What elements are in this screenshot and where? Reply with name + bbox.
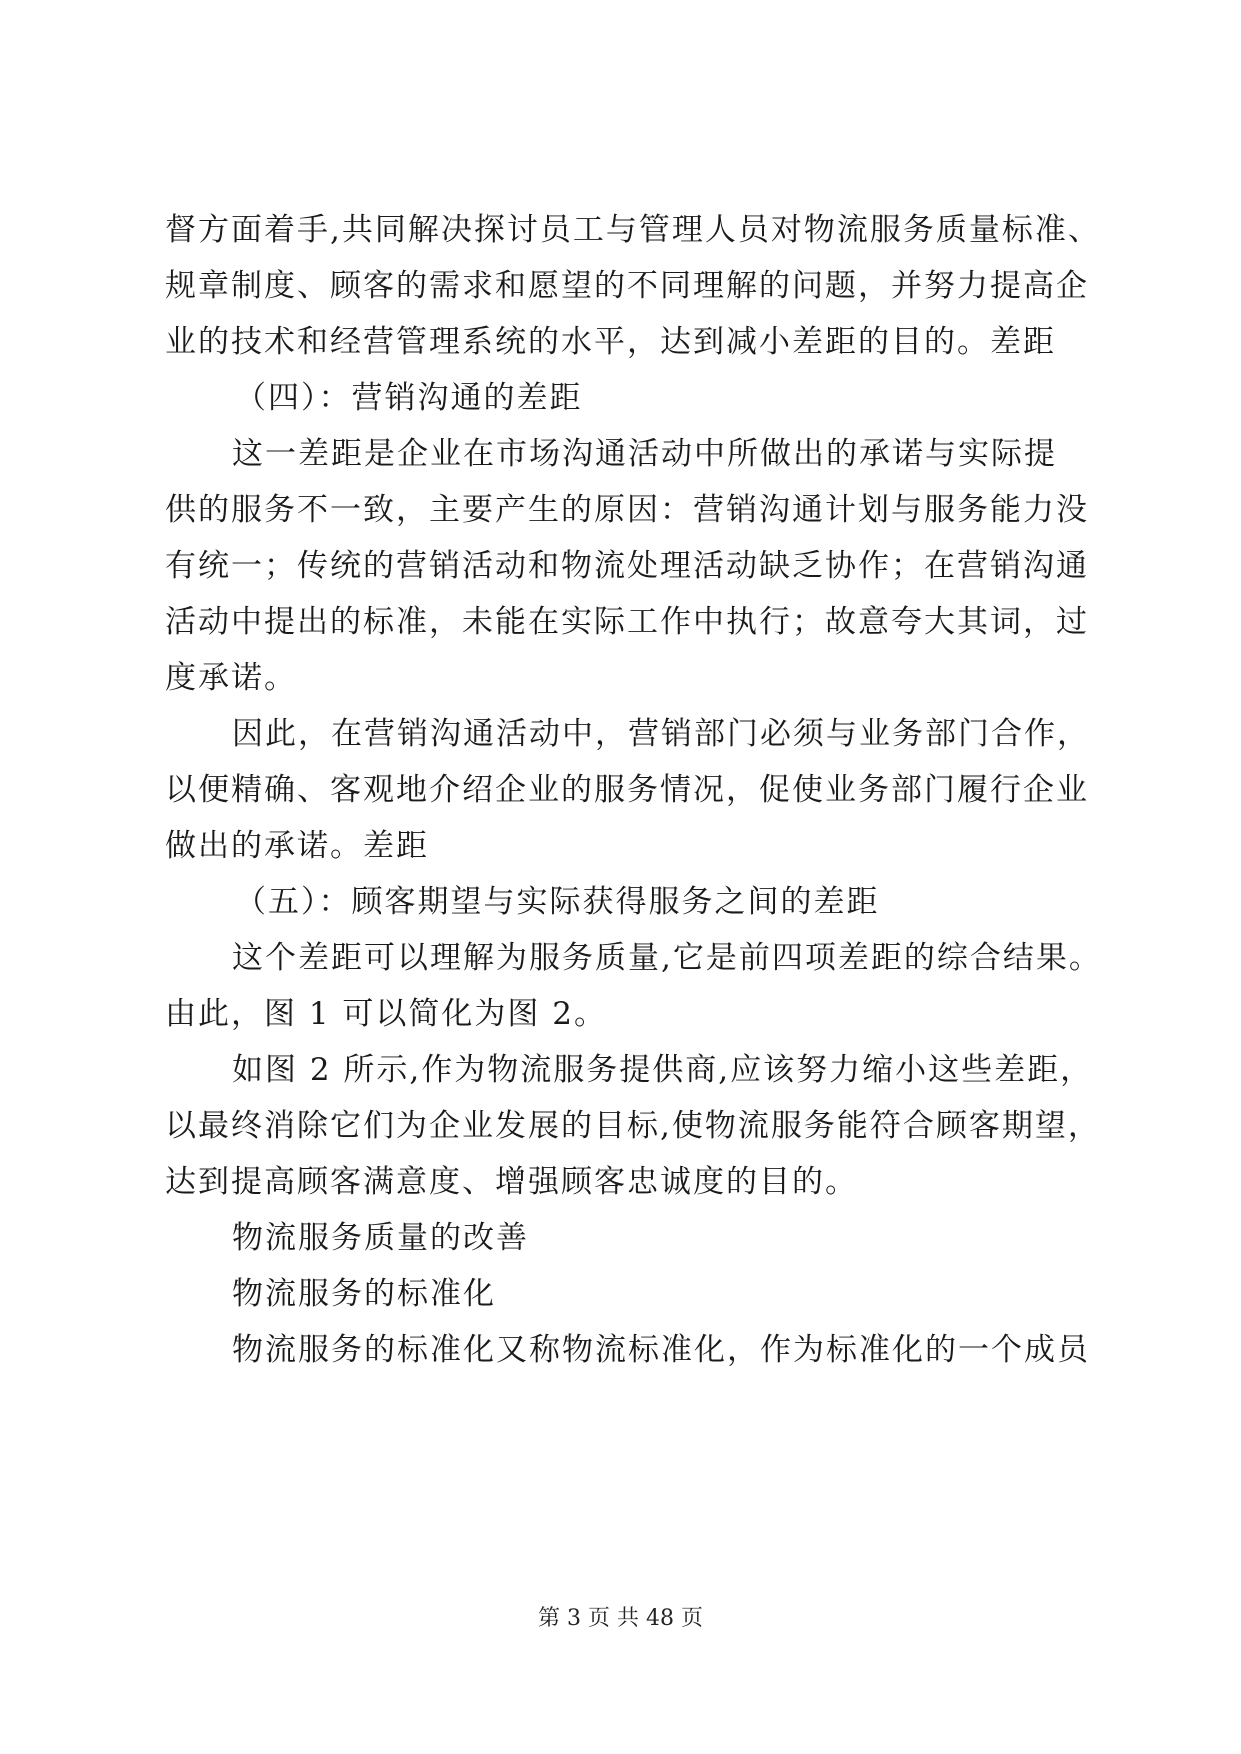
text-line-9: 度承诺。	[165, 660, 297, 696]
text-line-18: 达到提高顾客满意度、增强顾客忠诚度的目的。	[165, 1164, 858, 1200]
text-line-10: 因此，在营销沟通活动中，营销部门必须与业务部门合作，	[232, 716, 1090, 752]
text-line-3: 业的技术和经营管理系统的水平，达到减小差距的目的。差距	[165, 324, 1056, 360]
text-line-15: 由此，图 1 可以简化为图 2。	[165, 996, 608, 1032]
page-number-footer: 第 3 页 共 48 页	[538, 1606, 703, 1631]
text-line-6: 供的服务不一致，主要产生的原因：营销沟通计划与服务能力没	[165, 492, 1089, 528]
text-line-16: 如图 2 所示,作为物流服务提供商,应该努力缩小这些差距，	[232, 1052, 1094, 1088]
subheading-quality-improvement: 物流服务质量的改善	[232, 1220, 529, 1256]
section-heading-4: （四）：营销沟通的差距	[235, 380, 583, 416]
text-line-14: 这个差距可以理解为服务质量,它是前四项差距的综合结果。	[232, 940, 1102, 976]
section-heading-5: （五）：顾客期望与实际获得服务之间的差距	[235, 884, 880, 920]
text-line-2: 规章制度、顾客的需求和愿望的不同理解的问题，并努力提高企	[165, 268, 1089, 304]
subheading-standardization: 物流服务的标准化	[232, 1276, 496, 1312]
text-line-1: 督方面着手,共同解决探讨员工与管理人员对物流服务质量标准、	[165, 212, 1101, 248]
text-line-21: 物流服务的标准化又称物流标准化，作为标准化的一个成员	[232, 1332, 1090, 1368]
text-line-5: 这一差距是企业在市场沟通活动中所做出的承诺与实际提	[232, 436, 1057, 472]
text-line-8: 活动中提出的标准，未能在实际工作中执行；故意夸大其词，过	[165, 604, 1089, 640]
text-line-7: 有统一；传统的营销活动和物流处理活动缺乏协作；在营销沟通	[165, 548, 1089, 584]
text-line-17: 以最终消除它们为企业发展的目标,使物流服务能符合顾客期望，	[165, 1108, 1101, 1144]
text-line-12: 做出的承诺。差距	[165, 828, 429, 864]
text-line-11: 以便精确、客观地介绍企业的服务情况，促使业务部门履行企业	[165, 772, 1089, 808]
